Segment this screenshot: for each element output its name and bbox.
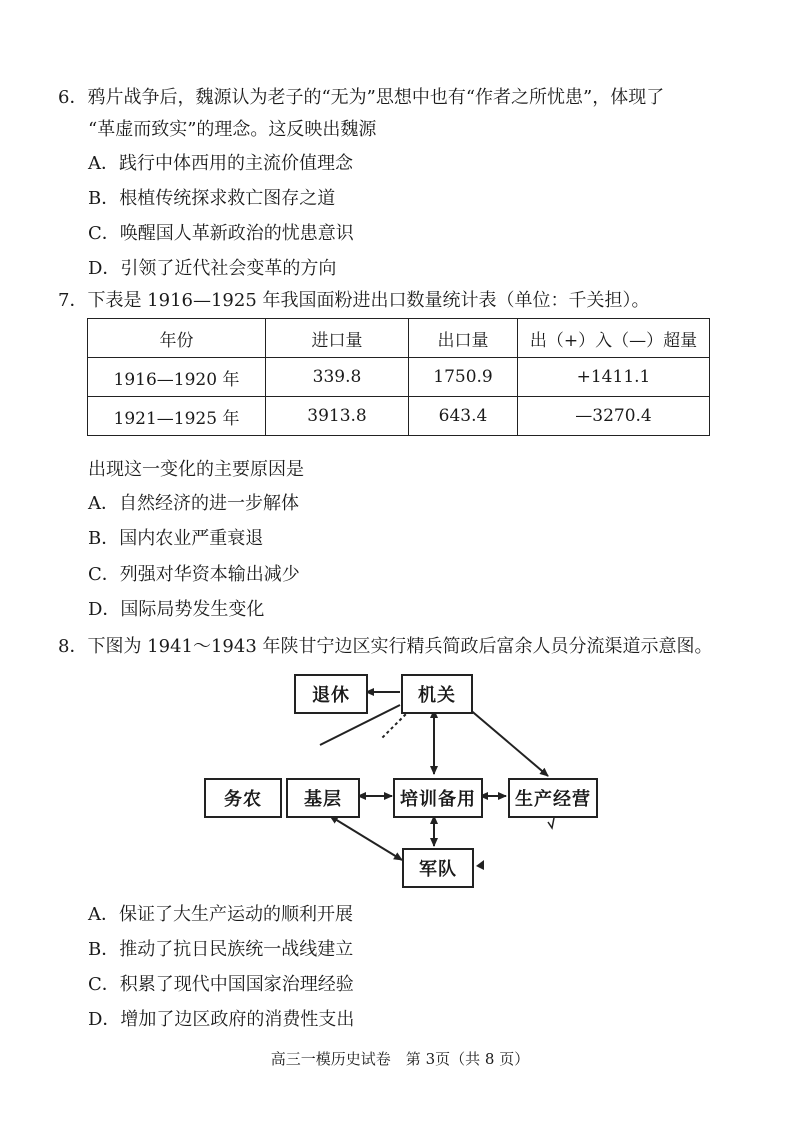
header-year: 年份 bbox=[88, 319, 266, 358]
cell-import: 3913.8 bbox=[266, 397, 409, 436]
stray-mark bbox=[548, 818, 554, 828]
q7-option-b: B．国内农业严重衰退 bbox=[88, 528, 264, 549]
header-import: 进口量 bbox=[266, 319, 409, 358]
cell-export: 643.4 bbox=[409, 397, 518, 436]
cell-import: 339.8 bbox=[266, 358, 409, 397]
q7-option-a: A．自然经济的进一步解体 bbox=[88, 493, 299, 514]
q8-option-d: D．增加了边区政府的消费性支出 bbox=[88, 1009, 355, 1030]
q8-option-c: C．积累了现代中国国家治理经验 bbox=[88, 974, 354, 995]
header-export: 出口量 bbox=[409, 319, 518, 358]
q6-stem-line2: “革虚而致实”的理念。这反映出魏源 bbox=[88, 119, 377, 140]
arrow-jiguan-shengchan bbox=[468, 708, 548, 776]
q7-option-d: D．国际局势发生变化 bbox=[88, 599, 265, 620]
node-shengchan: 生产经营 bbox=[508, 778, 598, 818]
cell-year: 1916—1920 年 bbox=[88, 358, 266, 397]
arrow-jiguan-jiceng bbox=[382, 710, 410, 738]
node-jundui: 军队 bbox=[402, 848, 474, 888]
q7-option-c: C．列强对华资本输出减少 bbox=[88, 564, 300, 585]
q7-stem: 7．下表是 1916—1925 年我国面粉进出口数量统计表（单位：千关担）。 bbox=[58, 290, 650, 311]
node-tuixiu: 退休 bbox=[294, 674, 368, 714]
node-jiguan: 机关 bbox=[401, 674, 473, 714]
cell-balance: +1411.1 bbox=[518, 358, 710, 397]
q6-option-b: B．根植传统探求救亡图存之道 bbox=[88, 188, 336, 209]
page-footer: 高三一模历史试卷 第 3页（共 8 页） bbox=[270, 1050, 530, 1068]
arrow-jiceng-jundui bbox=[330, 816, 402, 860]
q6-option-a: A．践行中体西用的主流价值理念 bbox=[88, 153, 353, 174]
table-header-row bbox=[88, 319, 710, 358]
flour-trade-table bbox=[87, 318, 710, 436]
q6-option-c: C．唤醒国人革新政治的忧患意识 bbox=[88, 223, 354, 244]
q6-stem-line1: 6．鸦片战争后，魏源认为老子的“无为”思想中也有“作者之所忧患”，体现了 bbox=[58, 87, 665, 108]
q6-option-d: D．引领了近代社会变革的方向 bbox=[88, 258, 337, 279]
q8-option-a: A．保证了大生产运动的顺利开展 bbox=[88, 904, 353, 925]
node-peixun: 培训备用 bbox=[393, 778, 483, 818]
cell-year: 1921—1925 年 bbox=[88, 397, 266, 436]
q8-option-b: B．推动了抗日民族统一战线建立 bbox=[88, 939, 354, 960]
q8-stem: 8．下图为 1941～1943 年陕甘宁边区实行精兵简政后富余人员分流渠道示意图。 bbox=[58, 636, 713, 657]
q7-prompt: 出现这一变化的主要原因是 bbox=[88, 459, 304, 480]
table-row bbox=[88, 397, 710, 436]
cell-balance: —3270.4 bbox=[518, 397, 710, 436]
table-row bbox=[88, 358, 710, 397]
cell-export: 1750.9 bbox=[409, 358, 518, 397]
node-wunong: 务农 bbox=[204, 778, 282, 818]
header-balance: 出（+）入（—）超量 bbox=[518, 319, 710, 358]
node-jiceng: 基层 bbox=[286, 778, 360, 818]
stray-mark bbox=[476, 860, 484, 870]
